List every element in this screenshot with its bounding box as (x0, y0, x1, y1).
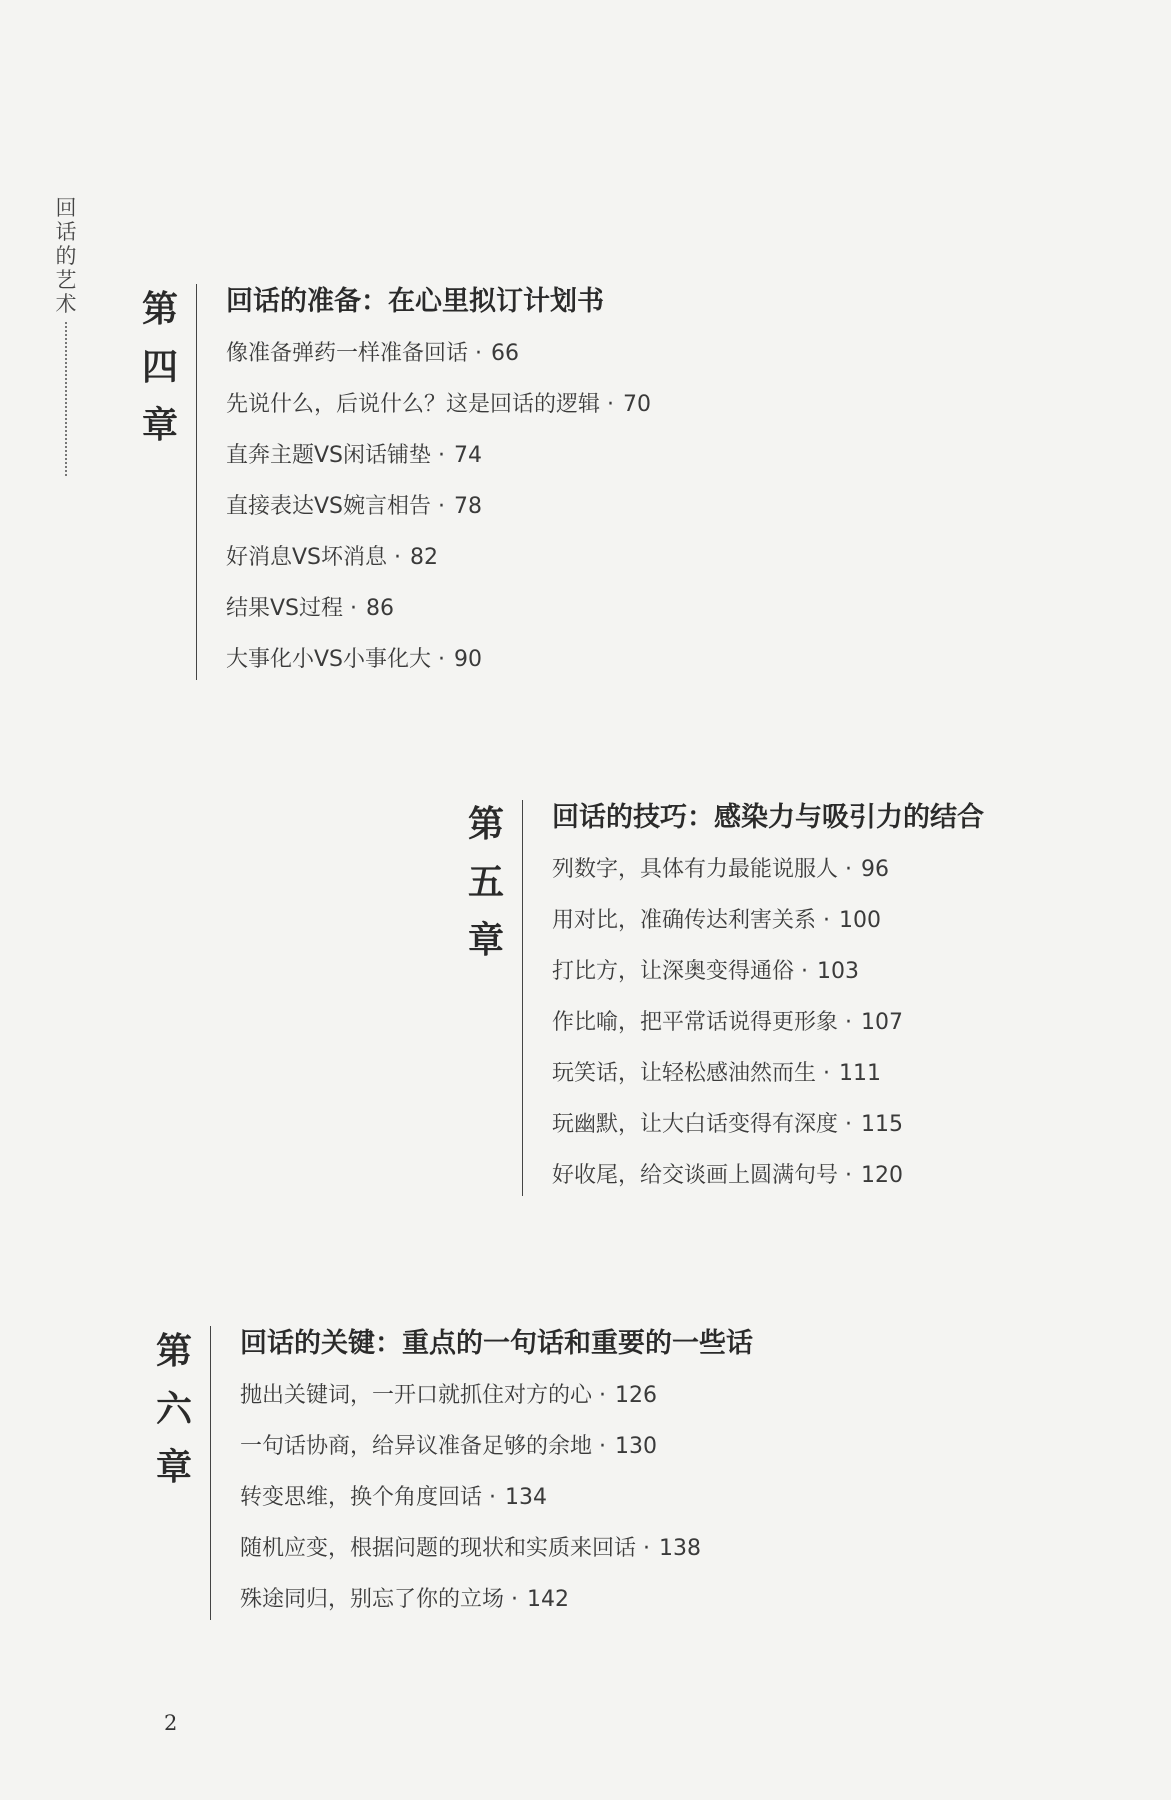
toc-item-text: 随机应变，根据问题的现状和实质来回话 (240, 1536, 637, 1561)
toc-item[interactable]: 一句话协商，给异议准备足够的余地 · 130 (240, 1434, 657, 1459)
chapter-label-char: 章 (155, 1446, 192, 1488)
toc-item-page: 115 (861, 1112, 903, 1137)
toc-item-text: 好消息VS坏消息 (226, 545, 388, 570)
toc-item-page: 74 (454, 443, 482, 468)
toc-item-text: 抛出关键词，一开口就抓住对方的心 (240, 1383, 593, 1408)
running-head-char: 的 (55, 244, 77, 268)
toc-item-text: 先说什么，后说什么？这是回话的逻辑 (226, 392, 601, 417)
toc-item-text: 大事化小VS小事化大 (226, 647, 432, 672)
toc-item-page: 90 (454, 647, 482, 672)
toc-item[interactable]: 好消息VS坏消息 · 82 (226, 545, 438, 570)
chapter-label (150, 1322, 198, 1496)
toc-item[interactable]: 抛出关键词，一开口就抓住对方的心 · 126 (240, 1383, 657, 1408)
toc-item[interactable]: 直奔主题VS闲话铺垫 · 74 (226, 443, 482, 468)
toc-item-page: 138 (659, 1536, 701, 1561)
toc-item[interactable]: 随机应变，根据问题的现状和实质来回话 · 138 (240, 1536, 701, 1561)
toc-item[interactable]: 殊途同归，别忘了你的立场 · 142 (240, 1587, 569, 1612)
toc-item-page: 86 (366, 596, 394, 621)
chapter-body (552, 798, 984, 1201)
chapter-label-char: 四 (141, 346, 178, 388)
toc-item-text: 转变思维，换个角度回话 (240, 1485, 483, 1510)
toc-item[interactable]: 作比喻，把平常话说得更形象 · 107 (552, 1010, 903, 1035)
toc-item-text: 用对比，准确传达利害关系 (552, 908, 817, 933)
toc-item-text: 列数字，具体有力最能说服人 (552, 857, 839, 882)
toc-item[interactable]: 转变思维，换个角度回话 · 134 (240, 1485, 547, 1510)
chapter-title: 回话的关键：重点的一句话和重要的一些话 (240, 1328, 753, 1359)
toc-item[interactable]: 结果VS过程 · 86 (226, 596, 394, 621)
page-number: 2 (164, 1711, 178, 1735)
toc-item-page: 100 (839, 908, 881, 933)
chapter-title: 回话的技巧：感染力与吸引力的结合 (552, 802, 984, 833)
chapter-label-char: 第 (467, 803, 504, 845)
toc-item-page: 111 (839, 1061, 881, 1086)
chapter-label-char: 六 (155, 1388, 192, 1430)
chapter-label-char: 章 (141, 404, 178, 446)
toc-item[interactable]: 玩笑话，让轻松感油然而生 · 111 (552, 1061, 881, 1086)
toc-item-page: 70 (623, 392, 651, 417)
toc-item-text: 玩幽默，让大白话变得有深度 (552, 1112, 839, 1137)
toc-item-text: 作比喻，把平常话说得更形象 (552, 1010, 839, 1035)
toc-item-text: 打比方，让深奥变得通俗 (552, 959, 795, 984)
chapter-divider (210, 1326, 211, 1620)
toc-item-page: 142 (527, 1587, 569, 1612)
chapter-label (136, 280, 184, 454)
running-head-char: 话 (55, 220, 77, 244)
toc-item[interactable]: 像准备弹药一样准备回话 · 66 (226, 341, 519, 366)
toc-item-page: 66 (491, 341, 519, 366)
chapter-label (462, 795, 510, 969)
running-head-char: 艺 (55, 268, 77, 292)
chapter-body (240, 1324, 753, 1625)
running-head (52, 196, 80, 476)
toc-item[interactable]: 大事化小VS小事化大 · 90 (226, 647, 482, 672)
toc-item-text: 直奔主题VS闲话铺垫 (226, 443, 432, 468)
chapter-label-char: 五 (467, 861, 504, 903)
toc-item-page: 78 (454, 494, 482, 519)
chapter-label-char: 第 (155, 1330, 192, 1372)
toc-item-page: 126 (615, 1383, 657, 1408)
toc-item-text: 结果VS过程 (226, 596, 344, 621)
chapter-divider (196, 284, 197, 680)
toc-item-text: 玩笑话，让轻松感油然而生 (552, 1061, 817, 1086)
toc-item-page: 107 (861, 1010, 903, 1035)
toc-item-text: 好收尾，给交谈画上圆满句号 (552, 1163, 839, 1188)
toc-item-text: 直接表达VS婉言相告 (226, 494, 432, 519)
toc-item-page: 120 (861, 1163, 903, 1188)
running-head-char: 术 (55, 292, 77, 316)
chapter-label-char: 第 (141, 288, 178, 330)
toc-item-text: 像准备弹药一样准备回话 (226, 341, 469, 366)
toc-item-page: 134 (505, 1485, 547, 1510)
chapter-divider (522, 800, 523, 1196)
chapter-label-char: 章 (467, 919, 504, 961)
toc-item[interactable]: 列数字，具体有力最能说服人 · 96 (552, 857, 889, 882)
chapter-title: 回话的准备：在心里拟订计划书 (226, 286, 604, 317)
chapter-body (226, 282, 651, 685)
toc-item-page: 82 (410, 545, 438, 570)
toc-item-text: 一句话协商，给异议准备足够的余地 (240, 1434, 593, 1459)
toc-item[interactable]: 打比方，让深奥变得通俗 · 103 (552, 959, 859, 984)
toc-item[interactable]: 用对比，准确传达利害关系 · 100 (552, 908, 881, 933)
toc-item-text: 殊途同归，别忘了你的立场 (240, 1587, 505, 1612)
running-head-dotted-line (65, 322, 67, 476)
toc-item[interactable]: 直接表达VS婉言相告 · 78 (226, 494, 482, 519)
toc-item-page: 130 (615, 1434, 657, 1459)
running-head-char: 回 (55, 196, 77, 220)
toc-item-page: 96 (861, 857, 889, 882)
toc-item[interactable]: 好收尾，给交谈画上圆满句号 · 120 (552, 1163, 903, 1188)
toc-item[interactable]: 玩幽默，让大白话变得有深度 · 115 (552, 1112, 903, 1137)
toc-item-page: 103 (817, 959, 859, 984)
toc-item[interactable]: 先说什么，后说什么？这是回话的逻辑 · 70 (226, 392, 651, 417)
